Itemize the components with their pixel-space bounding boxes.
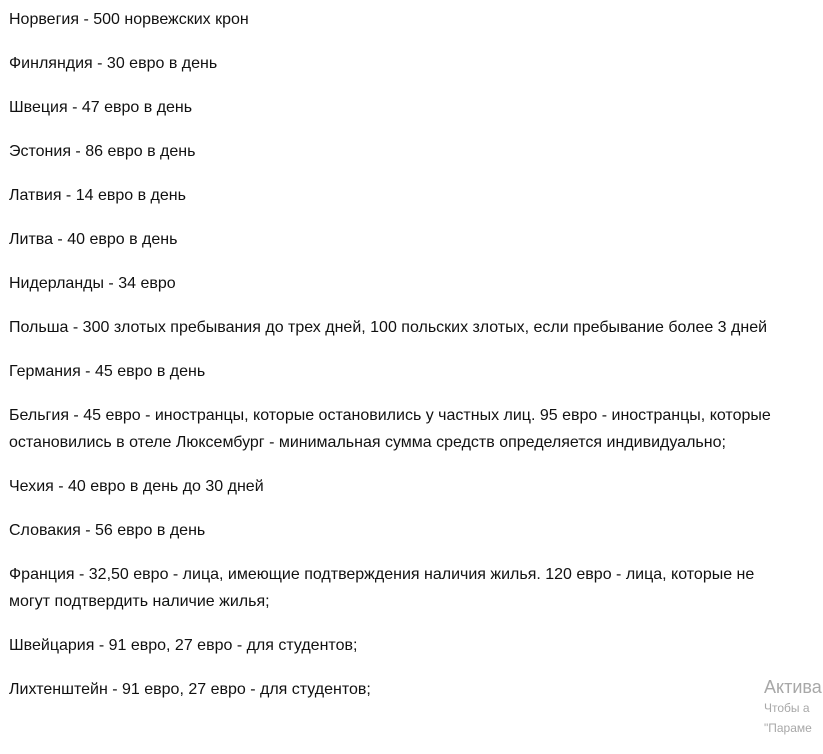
paragraph-liechtenstein: Лихтенштейн - 91 евро, 27 евро - для студентов; [9,681,371,698]
paragraph-belgium: Бельгия - 45 евро - иностранцы, которые остановились у частных лиц. 95 евро - иностранцы, которые остановились в отеле Люксембург - минимальная сумма средств определяется индивидуально; [9,407,771,451]
paragraph-france: Франция - 32,50 евро - лица, имеющие подтверждения наличия жилья. 120 евро - лица, которые не могут подтвердить наличие жилья; [9,566,755,610]
watermark-line-2: "Параме [764,721,812,735]
watermark-title: Актива [764,677,822,697]
windows-activation-watermark [764,676,823,738]
document-body [9,6,799,720]
paragraph-switzerland: Швейцария - 91 евро, 27 евро - для студентов; [9,637,358,654]
watermark-line-1: Чтобы а [764,701,810,715]
paragraph-sweden: Швеция - 47 евро в день [9,99,193,116]
paragraph-estonia: Эстония - 86 евро в день [9,143,196,160]
paragraph-germany: Германия - 45 евро в день [9,363,206,380]
paragraph-slovakia: Словакия - 56 евро в день [9,522,206,539]
paragraph-lithuania: Литва - 40 евро в день [9,231,178,248]
paragraph-netherlands: Нидерланды - 34 евро [9,275,176,292]
paragraph-poland: Польша - 300 злотых пребывания до трех дней, 100 польских злотых, если пребывание более 3 дней [9,319,768,336]
paragraph-latvia: Латвия - 14 евро в день [9,187,186,204]
paragraph-czechia: Чехия - 40 евро в день до 30 дней [9,478,264,495]
paragraph-finland: Финляндия - 30 евро в день [9,55,218,72]
paragraph-norway: Норвегия - 500 норвежских крон [9,11,249,28]
